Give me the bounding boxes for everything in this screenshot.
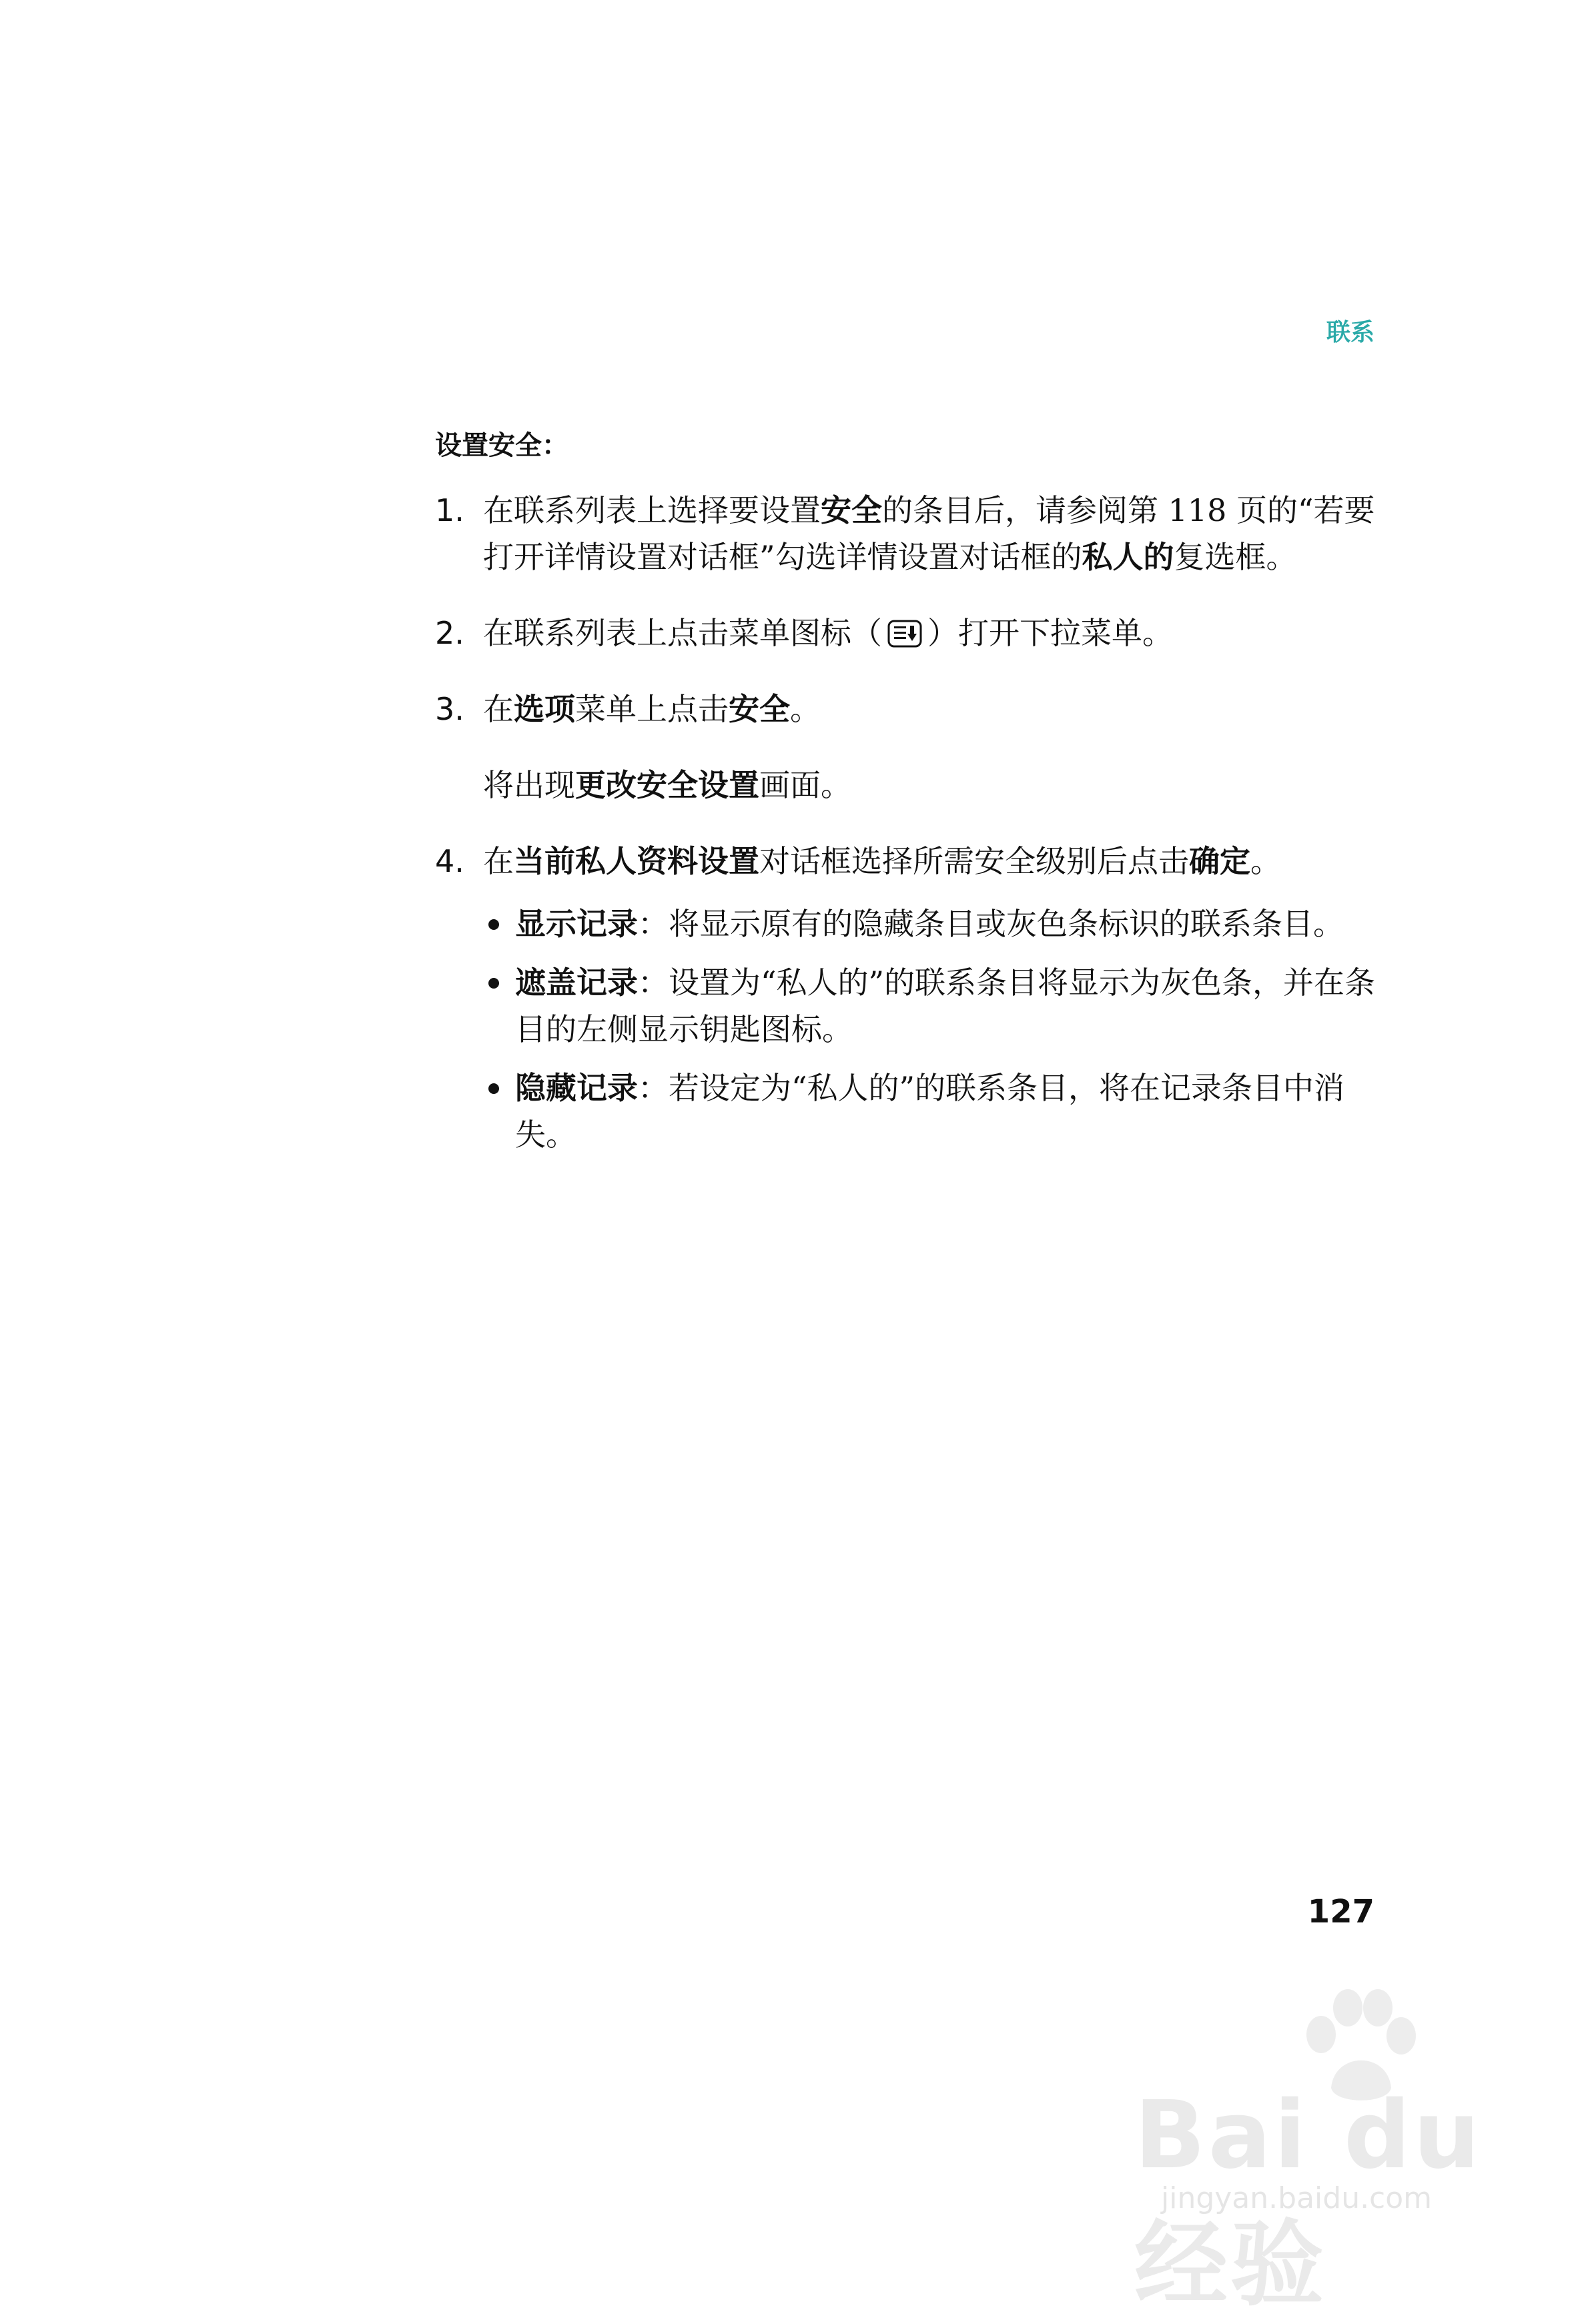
- bullet-text: ：将显示原有的隐藏条目或灰色条标识的联系条目。: [638, 906, 1344, 942]
- list-item: [483, 1065, 1382, 1158]
- step-1: [435, 487, 1382, 580]
- step-text: 的条目后，请参阅第 118 页的“若要打开详情设置对话框”勾选详情设置对话框的: [483, 492, 1375, 575]
- section-header: 联系: [1326, 319, 1374, 346]
- step-bold-term: 安全: [729, 691, 790, 727]
- step-text: 在联系列表上选择要设置: [483, 492, 821, 528]
- step-4: [435, 838, 1382, 885]
- step-text: ）打开下拉菜单。: [927, 615, 1173, 651]
- note-text: 将出现: [483, 767, 575, 803]
- bullet-dot-icon: [488, 978, 499, 989]
- step-text: 在: [483, 691, 514, 727]
- step-2: [435, 610, 1382, 656]
- security-level-list: [435, 901, 1382, 1158]
- step-number: 2.: [435, 615, 464, 651]
- list-item: [483, 959, 1382, 1053]
- note-bold-term: 更改安全设置: [575, 767, 759, 803]
- step-text: 在: [483, 843, 514, 879]
- step-bold-term: 安全: [821, 492, 882, 528]
- step-number: 4.: [435, 843, 464, 879]
- step-text: 菜单上点击: [575, 691, 729, 727]
- bullet-text: ：设置为“私人的”的联系条目将显示为灰色条，并在条目的左侧显示钥匙图标。: [515, 965, 1376, 1047]
- step-3: [435, 686, 1382, 732]
- list-item: [483, 901, 1382, 947]
- bullet-term: 隐藏记录: [515, 1070, 638, 1106]
- step-3-note: [435, 762, 1382, 808]
- page-number: 127: [1307, 1893, 1374, 1930]
- baidu-watermark: [1094, 1988, 1521, 2319]
- instructions: [435, 487, 1382, 1170]
- watermark-brand: Bai du 经验: [1134, 2081, 1483, 2319]
- bullet-text: ：若设定为“私人的”的联系条目，将在记录条目中消失。: [515, 1070, 1345, 1153]
- step-bold-term: 选项: [514, 691, 575, 727]
- step-text: 对话框选择所需安全级别后点击: [759, 843, 1189, 879]
- step-bold-term: 确定: [1189, 843, 1250, 879]
- step-text: 复选框。: [1174, 539, 1297, 575]
- note-text: 画面。: [759, 767, 851, 803]
- step-text: 在联系列表上点击菜单图标（: [483, 615, 882, 651]
- menu-dropdown-icon: [886, 618, 923, 649]
- step-number: 3.: [435, 691, 464, 727]
- step-number: 1.: [435, 492, 464, 528]
- bullet-term: 显示记录: [515, 906, 638, 942]
- section-heading: 设置安全：: [435, 430, 568, 461]
- step-text: 。: [1250, 843, 1281, 879]
- bullet-dot-icon: [488, 1083, 499, 1094]
- step-bold-term: 当前私人资料设置: [514, 843, 759, 879]
- bullet-dot-icon: [488, 919, 499, 930]
- watermark-url: jingyan.baidu.com: [1161, 2181, 1433, 2215]
- step-text: 。: [790, 691, 821, 727]
- step-bold-term: 私人的: [1082, 539, 1174, 575]
- bullet-term: 遮盖记录: [515, 965, 638, 1001]
